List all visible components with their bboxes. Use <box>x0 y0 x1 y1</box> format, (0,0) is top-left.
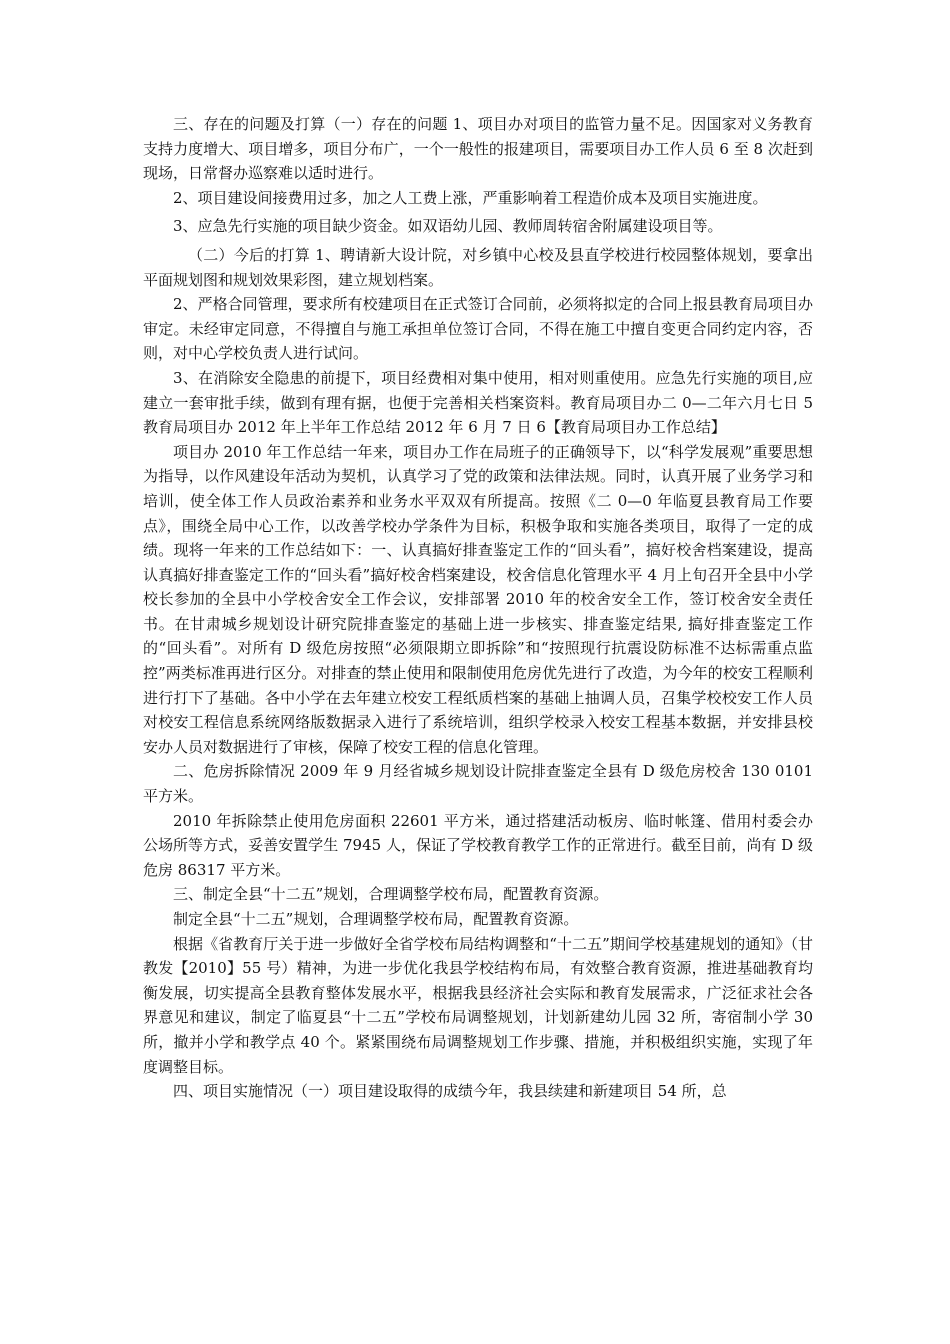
paragraph-indirect-costs: 2、项目建设间接费用过多，加之人工费上涨，严重影响着工程造价成本及项目实施进度。 <box>173 188 768 207</box>
paragraph-plan-repeat: 制定全县“十二五”规划，合理调整学校布局，配置教育资源。 <box>173 910 579 928</box>
paragraph-annual-summary: 项目办 2010 年工作总结一年来，项目办工作在局班子的正确领导下，以“科学发展观”重要思想为指导，以作风建设年活动为契机，认真学习了党的政策和法律法规。同时，认真开展了业务学习和培训，使全体工作人员政治素养和业务水平双双有所提高。按照《二 0—0 年临夏县教育局工作要点》，围绕全局中心工作，以改善学校办学条件为目标，积极争取和实施各类项目，取得了一定的成绩。现将一年来的工作总结如下：一、认真搞好排查鉴定工作的“回头看”，搞好校舍档案建设，提高认真搞好排查鉴定工作的“回头看”搞好校舍档案建设，校舍信息化管理水平 4 月上旬召开全县中小学校长参加的全县中小学校舍安全工作会议，安排部署 2010 年的校舍安全工作，签订校舍安全责任书。在甘肃城乡规划设计研究院排查鉴定的基础上进一步核实、排查鉴定结果, 搞好排查鉴定工作的“回头看”。对所有 D 级危房按照“必须限期立即拆除”和“按照现行抗震设防标准不达标需重点监控”两类标准再进行区分。对排查的禁止使用和限制使用危房优先进行了改造，为今年的校安工程顺利进行打下了基础。各中小学在去年建立校安工程纸质档案的基础上抽调人员，召集学校校安工作人员对校安工程信息系统网络版数据录入进行了系统培训，组织学校录入校安工程基本数据，并安排县校安办人员对数据进行了审核，保障了校安工程的信息化管理。 <box>143 442 813 756</box>
paragraph-demolition-2010: 2010 年拆除禁止使用危房面积 22601 平方米，通过搭建活动板房、临时帐篷、借用村委会办公场所等方式，妥善安置学生 7945 人，保证了学校教育教学工作的正常进行。截至目前，尚有 D 级危房 86317 平方米。 <box>143 811 813 879</box>
paragraph-problems: 三、存在的问题及打算（一）存在的问题 1、项目办对项目的监管力量不足。因国家对义务教育支持力度增大、项目增多，项目分布广，一个一般性的报建项目，需要项目办工作人员 6 至 8 次赶到现场，日常督办巡察难以适时进行。 <box>143 115 813 183</box>
paragraph-layout-adjustment: 根据《省教育厅关于进一步做好全省学校布局结构调整和“十二五”期间学校基建规划的通知》（甘教发【2010】55 号）精神，为进一步优化我县学校结构布局，有效整合教育资源，推进基础教育均衡发展，切实提高全县教育整体发展水平，根据我县经济社会实际和教育发展需求，广泛征求社会各界意见和建议，制定了临夏县“十二五”学校布局调整规划，计划新建幼儿园 32 所，寄宿制小学 30 所，撤并小学和教学点 40 个。紧紧围绕布局调整规划工作步骤、措施，并积极组织实施，实现了年度调整目标。 <box>143 934 813 1076</box>
paragraph-project-implementation: 四、项目实施情况（一）项目建设取得的成绩今年，我县续建和新建项目 54 所，总 <box>173 1082 727 1101</box>
paragraph-plan-heading: 三、制定全县“十二五”规划，合理调整学校布局，配置教育资源。 <box>173 885 609 904</box>
paragraph-contract-management: 2、严格合同管理，要求所有校建项目在正式签订合同前，必须将拟定的合同上报县教育局项目办审定。未经审定同意，不得擅自与施工承担单位签订合同，不得在施工中擅自变更合同约定内容，否则，对中心学校负责人进行试问。 <box>143 295 813 363</box>
paragraph-future-plans: （二）今后的打算 1、聘请新大设计院，对乡镇中心校及县直学校进行校园整体规划，要拿出平面规划图和规划效果彩图，建立规划档案。 <box>143 245 813 289</box>
paragraph-lack-of-funds: 3、应急先行实施的项目缺少资金。如双语幼儿园、教师周转宿舍附属建设项目等。 <box>173 217 723 236</box>
document-page <box>143 112 813 1104</box>
paragraph-safety-funding: 3、在消除安全隐患的前提下，项目经费相对集中使用，相对则重使用。应急先行实施的项目,应建立一套审批手续，做到有理有据，也便于完善相关档案资料。教育局项目办二 0—二年六月七日 5 教育局项目办 2012 年上半年工作总结 2012 年 6 月 7 日 6【教育局项目办工作总结】 <box>143 368 813 437</box>
paragraph-demolition: 二、危房拆除情况 2009 年 9 月经省城乡规划设计院排查鉴定全县有 D 级危房校舍 130 0101 平方米。 <box>143 762 813 806</box>
